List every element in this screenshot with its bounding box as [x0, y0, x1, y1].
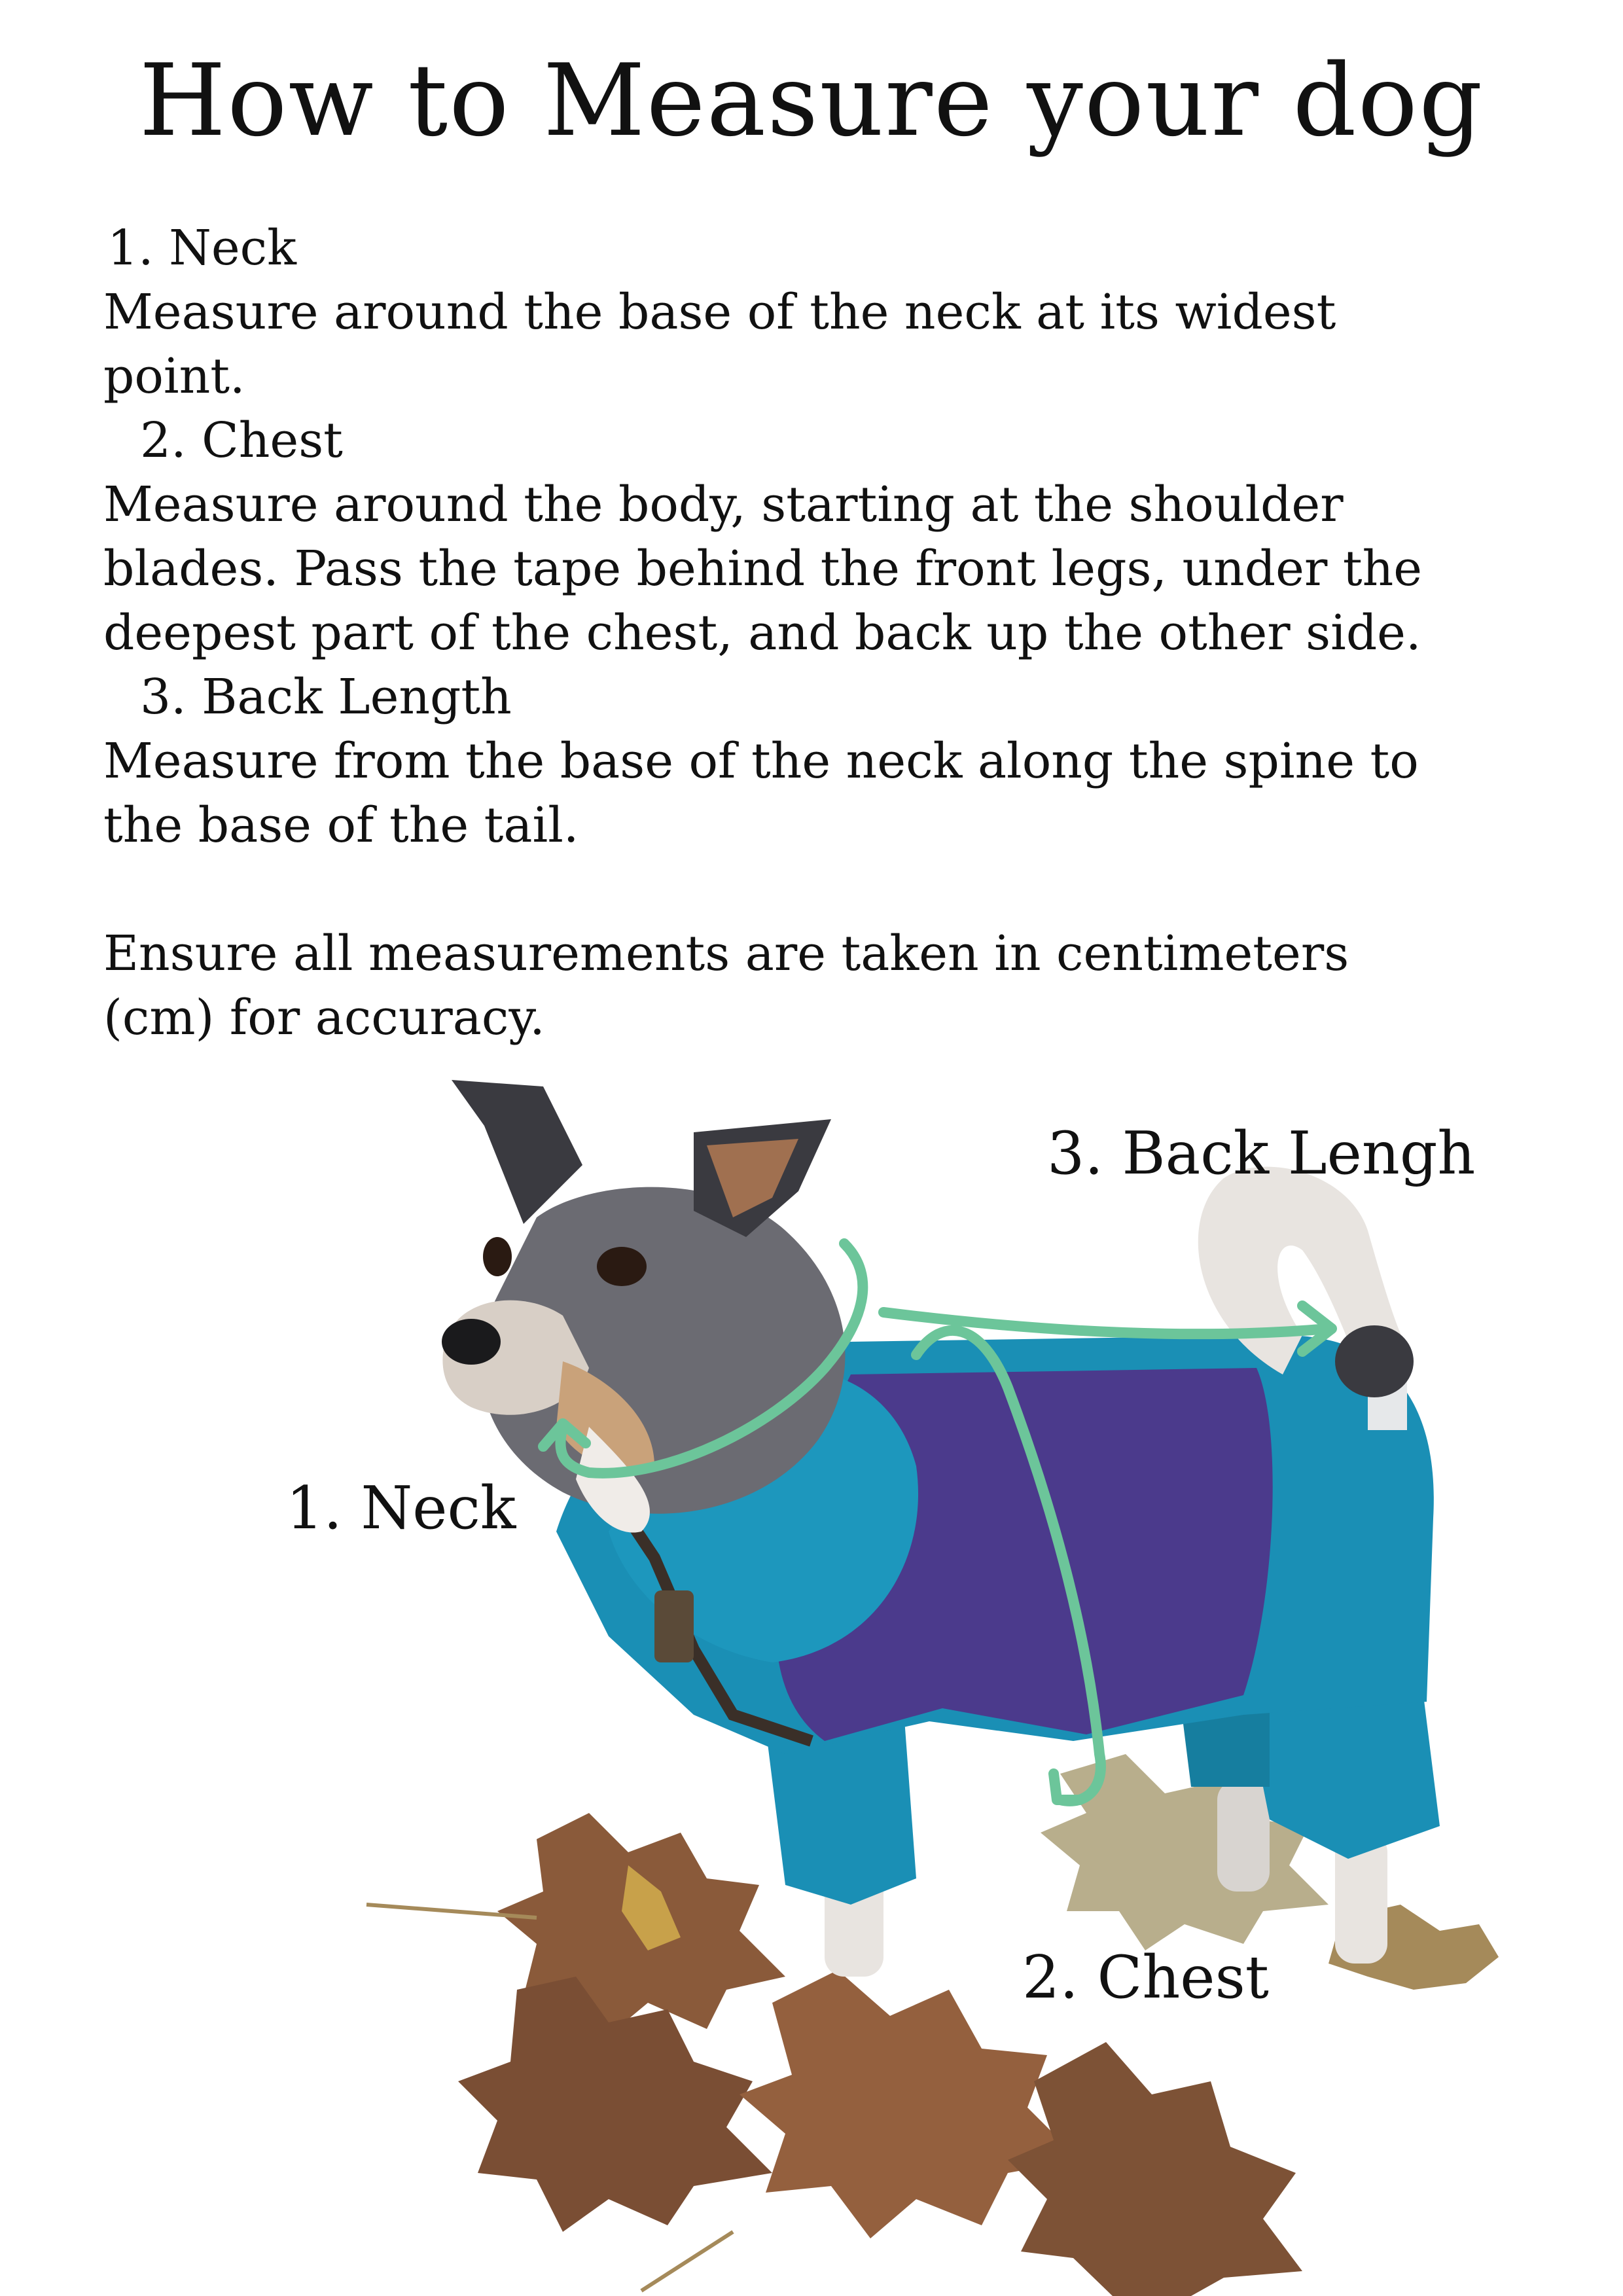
- neck-text-line: Measure around the base of the neck at its widest: [103, 284, 1336, 340]
- dog-measurement-figure: [0, 1060, 1623, 2296]
- instructions: [103, 216, 1543, 1050]
- neck-heading: 1. Neck: [107, 220, 296, 276]
- back-length-text-line: Measure from the base of the neck along the spine to: [103, 733, 1419, 789]
- neck-text-line: point.: [103, 348, 245, 404]
- back-length-text-line: the base of the tail.: [103, 797, 579, 853]
- spacer: [103, 857, 1543, 922]
- accuracy-note-line: (cm) for accuracy.: [103, 990, 545, 1046]
- chest-text-line: Measure around the body, starting at the shoulder: [103, 476, 1344, 533]
- back-length-label: 3. Back Lengh: [1047, 1119, 1476, 1188]
- chest-heading: 2. Chest: [140, 412, 343, 469]
- chest-label: 2. Chest: [1022, 1943, 1269, 2012]
- dog-illustration: [0, 1060, 1623, 2296]
- neck-label: 1. Neck: [286, 1474, 516, 1543]
- accuracy-note-line: Ensure all measurements are taken in centimeters: [103, 925, 1349, 982]
- chest-text-line: blades. Pass the tape behind the front legs, under the: [103, 541, 1423, 597]
- back-length-heading: 3. Back Length: [140, 669, 512, 725]
- chest-text-line: deepest part of the chest, and back up the other side.: [103, 605, 1421, 661]
- page-title: How to Measure your dog: [139, 43, 1484, 158]
